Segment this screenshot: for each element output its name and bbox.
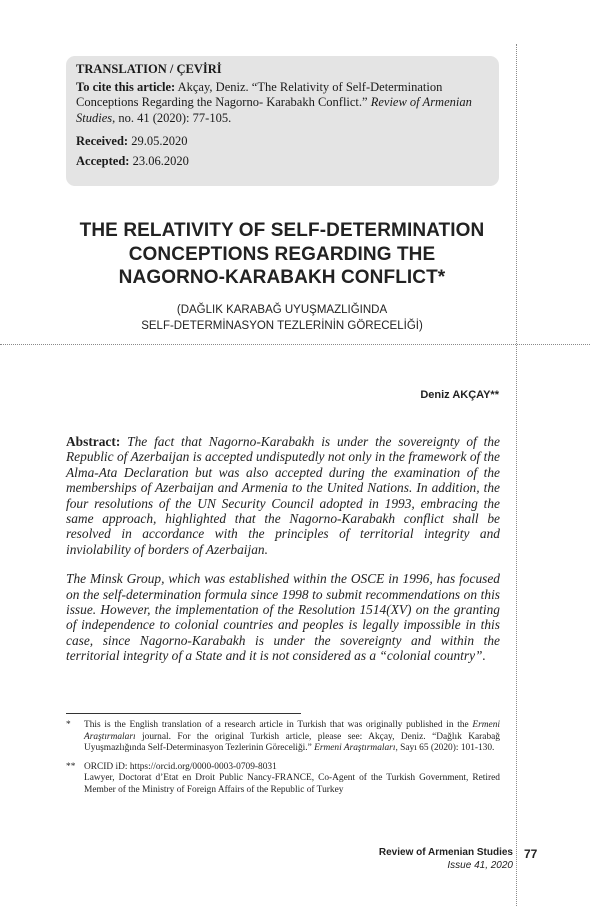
article-type-label: TRANSLATION / ÇEVİRİ <box>76 62 222 76</box>
page-number: 77 <box>524 847 538 861</box>
footnote-text-c: , Sayı 65 (2020): 101-130. <box>395 743 495 754</box>
cite-tail: , no. 41 (2020): 77-105. <box>112 110 232 125</box>
received-date <box>76 134 489 150</box>
abstract-label: Abstract: <box>66 434 121 449</box>
cite-main: Akçay, Deniz. “The Relativity of Self-Determination Conceptions Regarding the Nagorno- Karabakh Conflict.” <box>76 79 443 109</box>
running-footer <box>379 847 513 872</box>
citation-box <box>66 56 499 186</box>
abstract <box>66 434 500 678</box>
margin-rule-vertical <box>516 44 517 906</box>
journal-name: Review of Armenian Studies <box>378 847 513 858</box>
footnote-italic-b: Ermeni Araştırmaları <box>314 743 396 754</box>
citation-text <box>76 80 489 127</box>
footnote-italic-a: Ermeni Araştırmaları <box>84 720 500 742</box>
footnote-text-b: journal. For the original Turkish article, please see: Akçay, Deniz. “Dağlık Karabağ Uyuşmazlığında Self-Determinasyon Tezlerinin Göreceliği.” <box>84 731 500 754</box>
cite-label: To cite this article: <box>76 79 176 94</box>
margin-rule-horizontal <box>0 344 590 345</box>
received-label: Received: <box>76 134 129 148</box>
footnote-text <box>84 762 500 797</box>
title-line: NAGORNO-KARABAKH CONFLICT* <box>118 267 446 288</box>
cite-journal: Review of Armenian Studies <box>76 95 472 125</box>
footnote-text <box>84 720 500 755</box>
subtitle-line: SELF-DETERMİNASYON TEZLERİNİN GÖRECELİĞİ) <box>141 319 423 332</box>
orcid-link[interactable]: ORCID iD: https://orcid.org/0000-0003-0709-8031 <box>84 761 277 772</box>
accepted-date <box>76 154 489 170</box>
author-name: Deniz AKÇAY** <box>420 389 499 401</box>
footnote <box>66 720 500 755</box>
abstract-paragraph: The Minsk Group, which was established within the OSCE in 1996, has focused on the self-determination formula since 1998 to submit recommendations on this issue. However, the implementation of the Resolution 1514(XV) on the granting of independence to colonial countries and peoples is legally impossible in this case, since Nagorno-Karabakh is under the sovereignty and within the territorial integrity of a State and it is not considered as a “colonial country”. <box>66 571 500 664</box>
journal-issue: Issue 41, 2020 <box>447 859 513 871</box>
title-line: CONCEPTIONS REGARDING THE <box>128 243 436 265</box>
footnote <box>66 762 500 797</box>
footnote-mark: ** <box>66 761 76 772</box>
footnotes <box>66 720 500 804</box>
abstract-text: The fact that Nagorno-Karabakh is under the sovereignty of the Republic of Azerbaijan is accepted undisputedly not only in the framework of the Alma-Ata Declaration but was also accepted during the examination of the memberships of Azerbaijan and Armenia to the United Nations. In addition, the four resolutions of the UN Security Council adopted in 1993, embracing the same approach, highlighted that the Nagorno-Karabakh conflict shall be resolved in accordance with the principles of territorial integrity and inviolability of borders of Azerbaijan. <box>66 434 500 557</box>
article-title <box>60 219 504 290</box>
accepted-label: Accepted: <box>76 153 130 168</box>
footnote-text-a: This is the English translation of a research article in Turkish that was originally published in the <box>84 720 473 730</box>
abstract-paragraph <box>66 434 500 557</box>
received-value: 29.05.2020 <box>128 134 188 148</box>
title-line: THE RELATIVITY OF SELF-DETERMINATION <box>79 220 485 241</box>
footnote-mark: * <box>66 720 71 730</box>
subtitle-line: (DAĞLIK KARABAĞ UYUŞMAZLIĞINDA <box>176 304 388 316</box>
author-bio: Lawyer, Doctorat d’Etat en Droit Public Nancy-FRANCE, Co-Agent of the Turkish Government, Retired Member of the Ministry of Foreign Affairs of the Republic of Turkey <box>84 773 500 795</box>
footnote-separator <box>66 713 301 714</box>
accepted-value: 23.06.2020 <box>129 153 189 168</box>
article-subtitle <box>60 303 504 334</box>
